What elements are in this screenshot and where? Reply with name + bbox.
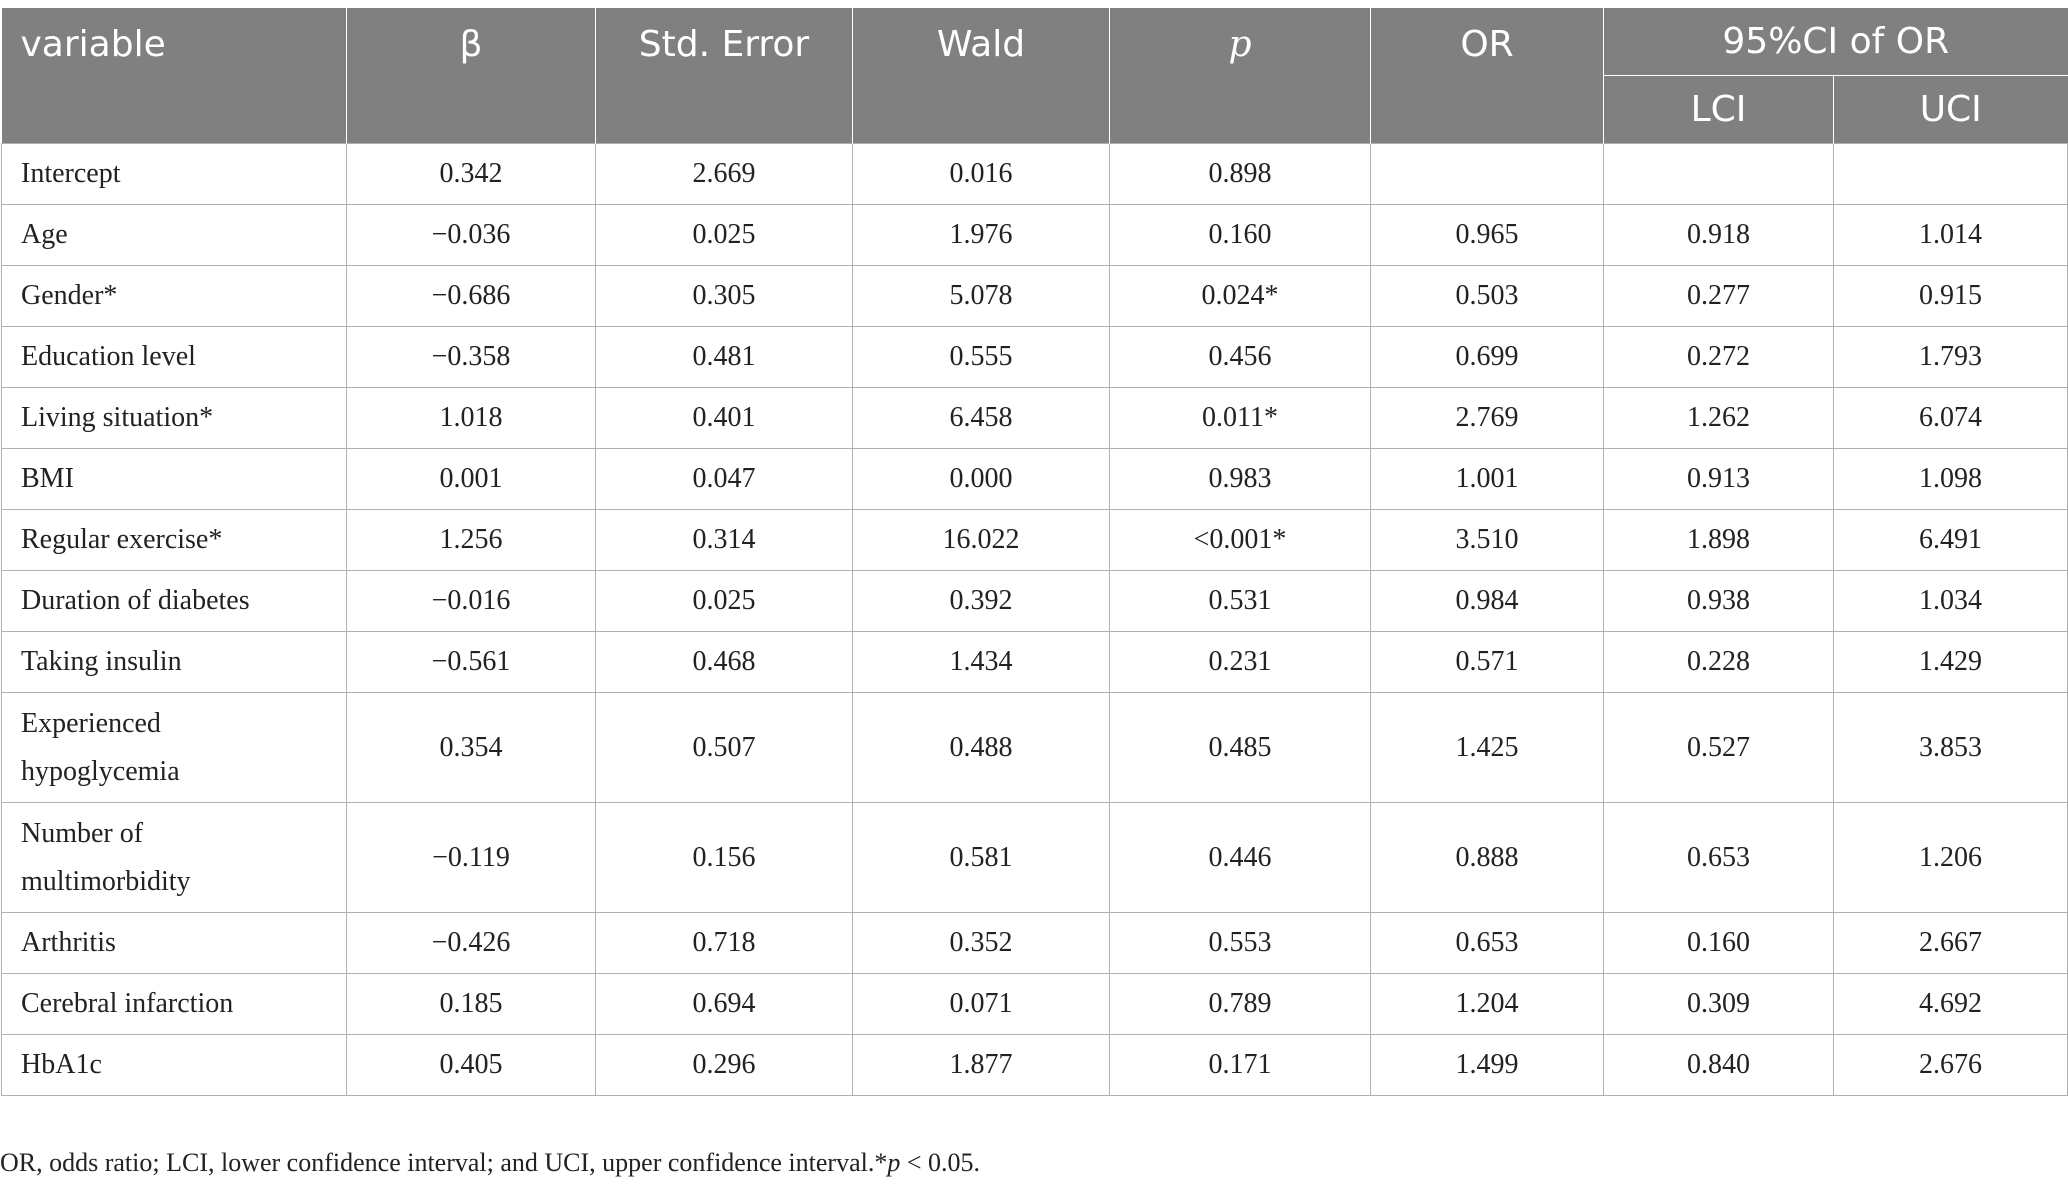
table-row — [2, 449, 2068, 510]
cell-variable-line2: multimorbidity — [21, 865, 191, 897]
table-row — [2, 510, 2068, 571]
table-row — [2, 803, 2068, 913]
table-row — [2, 1035, 2068, 1096]
cell-variable — [2, 803, 347, 913]
cell-variable: Arthritis — [2, 913, 347, 974]
cell-lci: 0.228 — [1604, 632, 1834, 693]
table-row — [2, 327, 2068, 388]
cell-uci: 6.491 — [1834, 510, 2068, 571]
footnote-p-symbol: p — [887, 1148, 901, 1177]
cell-beta: 1.256 — [347, 510, 596, 571]
table-row — [2, 205, 2068, 266]
cell-std-error: 0.507 — [596, 693, 853, 803]
cell-variable: BMI — [2, 449, 347, 510]
cell-variable: Gender* — [2, 266, 347, 327]
cell-beta: 0.001 — [347, 449, 596, 510]
cell-std-error: 2.669 — [596, 144, 853, 205]
cell-lci — [1604, 144, 1834, 205]
cell-p: 0.011* — [1110, 388, 1371, 449]
cell-p: 0.456 — [1110, 327, 1371, 388]
cell-p: 0.898 — [1110, 144, 1371, 205]
cell-or: 1.425 — [1371, 693, 1604, 803]
cell-or: 1.204 — [1371, 974, 1604, 1035]
cell-p: 0.485 — [1110, 693, 1371, 803]
cell-uci: 4.692 — [1834, 974, 2068, 1035]
cell-wald: 6.458 — [853, 388, 1110, 449]
cell-std-error: 0.047 — [596, 449, 853, 510]
cell-beta: 0.354 — [347, 693, 596, 803]
cell-or: 1.499 — [1371, 1035, 1604, 1096]
table-row — [2, 974, 2068, 1035]
cell-variable: Cerebral infarction — [2, 974, 347, 1035]
cell-p: 0.446 — [1110, 803, 1371, 913]
table-body — [2, 144, 2068, 1096]
cell-std-error: 0.401 — [596, 388, 853, 449]
cell-beta: 1.018 — [347, 388, 596, 449]
cell-uci: 1.014 — [1834, 205, 2068, 266]
cell-wald: 16.022 — [853, 510, 1110, 571]
cell-lci: 0.277 — [1604, 266, 1834, 327]
cell-variable: Duration of diabetes — [2, 571, 347, 632]
cell-std-error: 0.296 — [596, 1035, 853, 1096]
cell-uci: 3.853 — [1834, 693, 2068, 803]
cell-p: 0.553 — [1110, 913, 1371, 974]
cell-std-error: 0.718 — [596, 913, 853, 974]
cell-uci: 1.034 — [1834, 571, 2068, 632]
table-row — [2, 693, 2068, 803]
cell-beta: −0.036 — [347, 205, 596, 266]
cell-p: 0.231 — [1110, 632, 1371, 693]
header-variable: variable — [2, 8, 347, 144]
cell-or — [1371, 144, 1604, 205]
cell-std-error: 0.305 — [596, 266, 853, 327]
cell-uci: 6.074 — [1834, 388, 2068, 449]
cell-std-error: 0.156 — [596, 803, 853, 913]
cell-wald: 1.434 — [853, 632, 1110, 693]
cell-variable: Age — [2, 205, 347, 266]
cell-or: 0.653 — [1371, 913, 1604, 974]
cell-lci: 0.918 — [1604, 205, 1834, 266]
cell-variable: Taking insulin — [2, 632, 347, 693]
header-wald: Wald — [853, 8, 1110, 144]
cell-variable-line2: hypoglycemia — [21, 755, 180, 787]
cell-uci: 2.667 — [1834, 913, 2068, 974]
cell-std-error: 0.481 — [596, 327, 853, 388]
cell-wald: 1.976 — [853, 205, 1110, 266]
cell-or: 1.001 — [1371, 449, 1604, 510]
cell-uci: 1.793 — [1834, 327, 2068, 388]
table-header — [2, 8, 2068, 144]
cell-lci: 0.272 — [1604, 327, 1834, 388]
cell-or: 0.699 — [1371, 327, 1604, 388]
cell-variable: Intercept — [2, 144, 347, 205]
cell-beta: 0.342 — [347, 144, 596, 205]
table-row — [2, 571, 2068, 632]
cell-lci: 0.527 — [1604, 693, 1834, 803]
cell-uci — [1834, 144, 2068, 205]
regression-table-container — [1, 8, 2067, 1096]
cell-p: 0.983 — [1110, 449, 1371, 510]
table-footnote — [0, 1148, 980, 1178]
cell-beta: −0.426 — [347, 913, 596, 974]
cell-beta: 0.405 — [347, 1035, 596, 1096]
cell-p: 0.171 — [1110, 1035, 1371, 1096]
cell-or: 0.984 — [1371, 571, 1604, 632]
cell-wald: 0.488 — [853, 693, 1110, 803]
cell-beta: −0.561 — [347, 632, 596, 693]
footnote-text: OR, odds ratio; LCI, lower confidence interval; and UCI, upper confidence interval.* — [0, 1148, 888, 1177]
cell-or: 0.888 — [1371, 803, 1604, 913]
table-row — [2, 388, 2068, 449]
header-beta: β — [347, 8, 596, 144]
cell-uci: 1.098 — [1834, 449, 2068, 510]
cell-uci: 1.206 — [1834, 803, 2068, 913]
cell-or: 0.503 — [1371, 266, 1604, 327]
cell-wald: 0.071 — [853, 974, 1110, 1035]
cell-lci: 0.653 — [1604, 803, 1834, 913]
cell-std-error: 0.694 — [596, 974, 853, 1035]
cell-p: 0.024* — [1110, 266, 1371, 327]
cell-std-error: 0.025 — [596, 205, 853, 266]
cell-beta: −0.016 — [347, 571, 596, 632]
cell-wald: 0.555 — [853, 327, 1110, 388]
cell-wald: 0.581 — [853, 803, 1110, 913]
cell-beta: −0.686 — [347, 266, 596, 327]
header-or: OR — [1371, 8, 1604, 144]
cell-wald: 5.078 — [853, 266, 1110, 327]
cell-lci: 0.840 — [1604, 1035, 1834, 1096]
header-lci: LCI — [1604, 76, 1834, 144]
cell-wald: 0.000 — [853, 449, 1110, 510]
cell-std-error: 0.468 — [596, 632, 853, 693]
cell-or: 0.965 — [1371, 205, 1604, 266]
header-std-error: Std. Error — [596, 8, 853, 144]
cell-p: 0.789 — [1110, 974, 1371, 1035]
table-row — [2, 144, 2068, 205]
cell-or: 2.769 — [1371, 388, 1604, 449]
cell-p: <0.001* — [1110, 510, 1371, 571]
cell-uci: 2.676 — [1834, 1035, 2068, 1096]
cell-lci: 1.898 — [1604, 510, 1834, 571]
cell-or: 0.571 — [1371, 632, 1604, 693]
cell-lci: 0.938 — [1604, 571, 1834, 632]
header-uci: UCI — [1834, 76, 2068, 144]
cell-beta: −0.358 — [347, 327, 596, 388]
cell-uci: 1.429 — [1834, 632, 2068, 693]
cell-std-error: 0.025 — [596, 571, 853, 632]
cell-variable-line1: Number of — [21, 817, 144, 849]
table-row — [2, 266, 2068, 327]
header-ci-group: 95%CI of OR — [1604, 8, 2068, 76]
cell-beta: −0.119 — [347, 803, 596, 913]
cell-variable: Education level — [2, 327, 347, 388]
cell-variable — [2, 693, 347, 803]
cell-beta: 0.185 — [347, 974, 596, 1035]
table-row — [2, 913, 2068, 974]
cell-wald: 0.016 — [853, 144, 1110, 205]
cell-variable: Regular exercise* — [2, 510, 347, 571]
cell-or: 3.510 — [1371, 510, 1604, 571]
cell-std-error: 0.314 — [596, 510, 853, 571]
footnote-threshold: < 0.05. — [900, 1148, 980, 1177]
cell-lci: 0.913 — [1604, 449, 1834, 510]
cell-p: 0.160 — [1110, 205, 1371, 266]
cell-variable-line1: Experienced — [21, 707, 161, 739]
cell-wald: 0.352 — [853, 913, 1110, 974]
cell-lci: 0.309 — [1604, 974, 1834, 1035]
cell-wald: 0.392 — [853, 571, 1110, 632]
cell-uci: 0.915 — [1834, 266, 2068, 327]
header-p: p — [1110, 8, 1371, 144]
cell-variable: Living situation* — [2, 388, 347, 449]
logistic-regression-table — [1, 8, 2068, 1096]
table-row — [2, 632, 2068, 693]
cell-lci: 1.262 — [1604, 388, 1834, 449]
cell-variable: HbA1c — [2, 1035, 347, 1096]
cell-wald: 1.877 — [853, 1035, 1110, 1096]
cell-p: 0.531 — [1110, 571, 1371, 632]
cell-lci: 0.160 — [1604, 913, 1834, 974]
